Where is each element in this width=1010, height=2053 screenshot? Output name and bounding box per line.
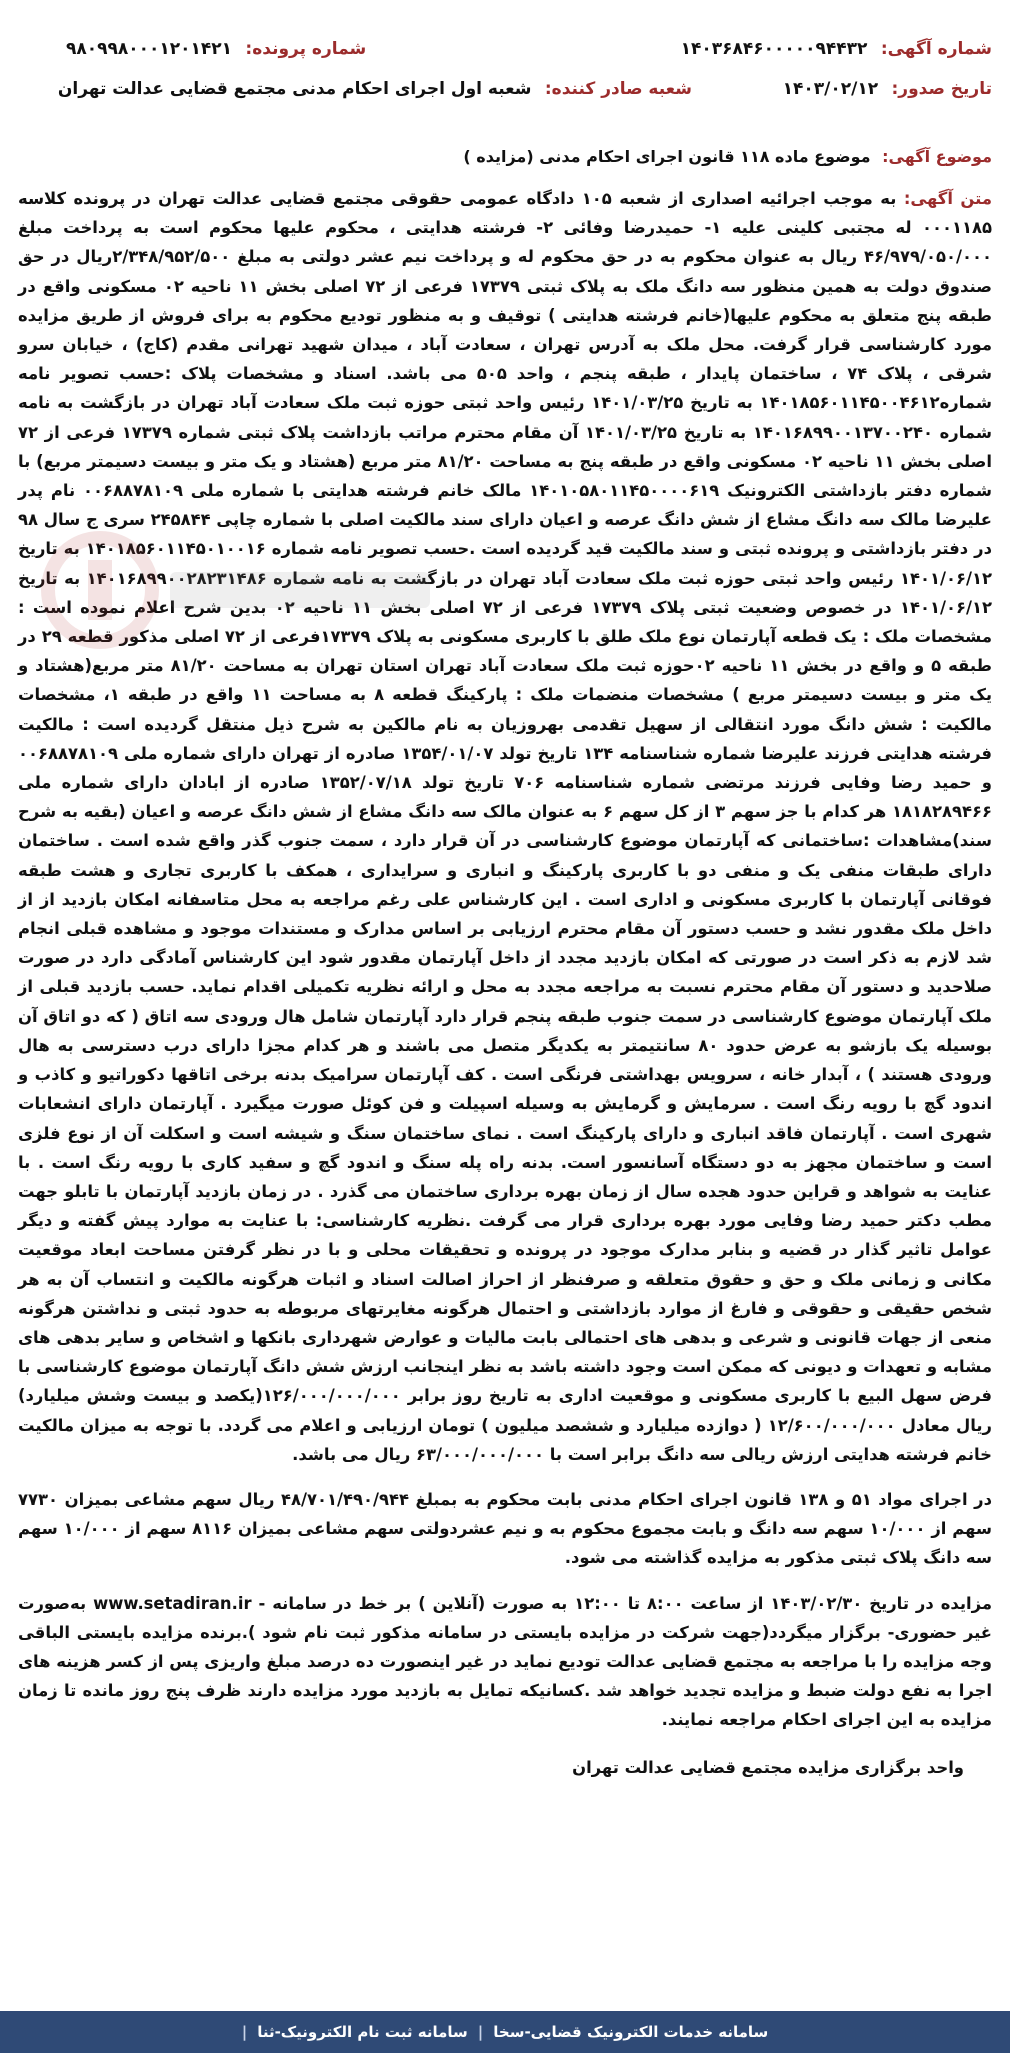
- footer-bar: [0, 2011, 1010, 2053]
- issue-date: [692, 76, 992, 102]
- footer-separator-trailing: |: [241, 2023, 248, 2041]
- notice-subject: [18, 144, 992, 170]
- issuing-branch-label: شعبه صادر کننده:: [544, 79, 692, 99]
- case-number-label: شماره پرونده:: [245, 39, 367, 59]
- meta-row-2: [18, 76, 992, 102]
- auction-unit-signature: واحد برگزاری مزایده مجتمع قضایی عدالت تهران: [572, 1757, 964, 1777]
- body-text: به موجب اجرائیه اصداری از شعبه ۱۰۵ دادگاه عمومی حقوقی مجتمع قضایی عدالت تهران در پرونده کلاسه ۰۰۰۱۱۸۵ له مجتبی کلینی علیه ۱- حمیدرضا وفائی ۲- فرشته هدایتی ، محکوم علیها محکوم است به پرداخت مبلغ ۴۶/۹۷۹/۰۵۰/۰۰۰ ریال به عنوان محکوم به در حق محکوم له و پرداخت نیم عشر دولتی به مبلغ ۲/۳۴۸/۹۵۲/۵۰۰ریال در حق صندوق دولت به همین منظور سه دانگ ملک به پلاک ثبتی ۱۷۳۷۹ فرعی از ۷۲ اصلی بخش ۱۱ ناحیه ۰۲ مسکونی واقع در طبقه پنج متعلق به محکوم علیها(خانم فرشته هدایتی ) توقیف و به منظور تودیع محکوم به برای فروش از طریق مزایده مورد کارشناسی قرار گرفت. محل ملک به آدرس تهران ، سعادت آباد ، میدان شهید تهرانی مقدم (کاج) ، خیابان سرو شرقی ، پلاک ۷۴ ، ساختمان پایدار ، طبقه پنجم ، واحد ۵۰۵ می باشد. اسناد و مشخصات پلاک :حسب تصویر نامه شماره۱۴۰۱۸۵۶۰۱۱۴۵۰۰۴۶۱۲ به تاریخ ۱۴۰۱/۰۳/۲۵ رئیس واحد ثبتی حوزه ثبت ملک سعادت آباد تهران در بازگشت به نامه شماره ۱۴۰۱۶۸۹۹۰۰۱۳۷۰۰۲۴۰ به تاریخ ۱۴۰۱/۰۳/۲۵ آن مقام محترم مراتب بازداشت پلاک ثبتی شماره ۱۷۳۷۹ فرعی از ۷۲ اصلی بخش ۱۱ ناحیه ۰۲ مسکونی واقع در طبقه پنج به مساحت ۸۱/۲۰ متر مربع (هشتاد و یک متر و بیست دسیمتر مربع) با شماره دفتر بازداشتی الکترونیک ۱۴۰۱۰۵۸۰۱۱۴۵۰۰۰۰۶۱۹ مالک خانم فرشته هدایتی با شماره ملی ۰۰۶۸۸۷۸۱۰۹ نام پدر علیرضا مالک سه دانگ مشاع از شش دانگ عرصه و اعیان دارای سند مالکیت اصلی با شماره چاپی ۲۴۵۸۴۴ سری ج سال ۹۸ در دفتر بازداشتی و پرونده ثبتی و سند مالکیت قید گردیده است .حسب تصویر نامه شماره ۱۴۰۱۸۵۶۰۱۱۴۵۰۱۰۰۱۶ به تاریخ ۱۴۰۱/۰۶/۱۲ رئیس واحد ثبتی حوزه ثبت ملک سعادت آباد تهران در بازگشت به نامه شماره ۱۴۰۱۶۸۹۹۰۰۲۸۲۳۱۴۸۶ به تاریخ ۱۴۰۱/۰۶/۱۲ در خصوص وضعیت ثبتی پلاک ۱۷۳۷۹ فرعی از ۷۲ اصلی بخش ۱۱ ناحیه ۰۲ بدین شرح اعلام نموده است : مشخصات ملک : یک قطعه آپارتمان نوع ملک طلق با کاربری مسکونی به پلاک ۱۷۳۷۹فرعی از ۷۲ اصلی مذکور قطعه ۲۹ در طبقه ۵ و واقع در بخش ۱۱ ناحیه ۰۲حوزه ثبت ملک سعادت آباد تهران استان تهران به مساحت ۸۱/۲۰ متر مربع(هشتاد و یک متر و بیست دسیمتر مربع ) مشخصات منضمات ملک : پارکینگ قطعه ۸ به مساحت ۱۱ واقع در طبقه ۱، مشخصات مالکیت : شش دانگ مورد انتقالی از سهیل تقدمی بهروزیان به نام مالکین به شرح ذیل منتقل گردیده است : مالکیت فرشته هدایتی فرزند علیرضا شماره شناسنامه ۱۳۴ تاریخ تولد ۱۳۵۴/۰۱/۰۷ صادره از تهران دارای شماره ملی ۰۰۶۸۸۷۸۱۰۹ و حمید رضا وفایی فرزند مرتضی شماره شناسنامه ۷۰۶ تاریخ تولد ۱۳۵۲/۰۷/۱۸ صادره از ابادان دارای شماره ملی ۱۸۱۸۲۸۹۴۶۶ هر کدام با جز سهم ۳ از کل سهم ۶ به عنوان مالک سه دانگ مشاع از شش دانگ عرصه و اعیان (بقیه به شرح سند)مشاهدات :ساختمانی که آپارتمان موضوع کارشناسی در آن قرار دارد ، سمت جنوب گذر واقع شده است . ساختمان دارای طبقات منفی یک و منفی دو با کاربری پارکینگ و انباری و سرایداری ، همکف با کاربری تجاری و هشت طبقه فوقانی آپارتمان با کاربری مسکونی و اداری است . این کارشناس علی رغم مراجعه به محل متاسفانه امکان بازدید از از داخل ملک مقدور نشد و حسب دستور آن مقام محترم ارزیابی بر اساس مدارک و مستندات موجود و مشاهده قبلی انجام شد لازم به ذکر است در صورتی که امکان بازدید مجدد از داخل آپارتمان مقدور شود این کارشناس آمادگی دارد در صورت صلاحدید و دستور آن مقام محترم نسبت به مراجعه مجدد به محل و ارائه نظریه تکمیلی اقدام نماید. حسب بازدید قبلی از ملک آپارتمان موضوع کارشناسی در سمت جنوب طبقه پنجم قرار دارد آپارتمان شامل هال ورودی سه اتاق ( که دو اتاق آن بوسیله یک بازشو به عرض حدود ۸۰ سانتیمتر به یکدیگر متصل می باشند و هر کدام مجزا دارای درب دسترسی به هال ورودی هستند ) ، آبدار خانه ، سرویس بهداشتی فرنگی است . کف آپارتمان سرامیک بدنه برخی اتاقها دکوراتیو و کاذب و اندود گچ با رویه رنگ است . سرمایش و گرمایش به وسیله اسپیلت و فن کوئل صورت میگیرد . آپارتمان دارای انشعابات شهری است . آپارتمان فاقد انباری و دارای پارکینگ است . نمای ساختمان سنگ و شیشه است و اسکلت آن از نوع فلزی است و ساختمان مجهز به دو دستگاه آسانسور است. بدنه راه پله سنگ و اندود گچ و سفید کاری با رویه رنگ است . با عنایت به شواهد و قراین حدود هجده سال از زمان بهره برداری ساختمان می گذرد . در زمان بازدید آپارتمان با تابلو جهت مطب دکتر حمید رضا وفایی مورد بهره برداری قرار می گرفت .نظریه کارشناسی: با عنایت به موارد پیش گفته و دیگر عوامل تاثیر گذار در قضیه و بنابر مدارک موجود در پرونده و تحقیقات محلی و با در نظر گرفتن مساحت ابعاد موقعیت مکانی و زمانی ملک و حق و حقوق متعلقه و صرفنظر از احراز اصالت اسناد و اثبات هرگونه مالکیت و انتساب آن به هر شخص حقیقی و حقوقی و فارغ از موارد بازداشتی و احتمال هرگونه مغایرتهای مربوطه به حدود ثبتی و نداشتن هرگونه منعی از جهات قانونی و شرعی و بدهی های احتمالی بابت مالیات و عوارض شهرداری بانکها و اشخاص و سایر بدهی های مشابه و تعهدات و دیونی که ممکن است وجود داشته باشد به نظر اینجانب ارزش شش دانگ آپارتمان موضوع کارشناسی با فرض سهل البیع با کاربری مسکونی و موقعیت اداری به تاریخ روز برابر ۱۲۶/۰۰۰/۰۰۰/۰۰۰(یکصد و بیست وشش میلیارد) ریال معادل ۱۲/۶۰۰/۰۰۰/۰۰۰ ( دوازده میلیارد و ششصد میلیون ) تومان ارزیابی و اعلام می گردد. با توجه به میزان مالکیت خانم فرشته هدایتی ارزش ریالی سه دانگ برابر است با ۶۳/۰۰۰/۰۰۰/۰۰۰ ریال می باشد.: [18, 189, 993, 1464]
- issue-date-value: ۱۴۰۳/۰۲/۱۲: [782, 79, 879, 99]
- issuing-branch-value: شعبه اول اجرای احکام مدنی مجتمع قضایی عدالت تهران: [57, 79, 532, 99]
- footer-link-sana[interactable]: سامانه ثبت نام الکترونیک-ثنا: [257, 2023, 468, 2041]
- case-number: [66, 36, 366, 62]
- ad-number: [681, 36, 992, 62]
- notice-body: [18, 184, 992, 1469]
- case-number-value: ۹۸۰۹۹۸۰۰۰۱۲۰۱۴۲۱: [66, 39, 233, 59]
- footer-separator: |: [477, 2023, 484, 2041]
- ad-number-value: ۱۴۰۳۶۸۴۶۰۰۰۰۰۹۴۴۳۲: [680, 39, 868, 59]
- subject-value: موضوع ماده ۱۱۸ قانون اجرای احکام مدنی (مزایده ): [463, 147, 871, 166]
- subject-label: موضوع آگهی:: [882, 147, 992, 166]
- body-label: متن آگهی:: [903, 189, 992, 208]
- footer-link-sakha[interactable]: سامانه خدمات الکترونیک قضایی-سخا: [493, 2023, 769, 2041]
- issuing-branch: [58, 76, 692, 102]
- meta-row-1: [18, 36, 992, 62]
- ad-number-label: شماره آگهی:: [880, 39, 992, 59]
- auction-share-paragraph: در اجرای مواد ۵۱ و ۱۳۸ قانون اجرای احکام مدنی بابت محکوم به بمبلغ ۴۸/۷۰۱/۴۹۰/۹۴۴ ریال سهم مشاعی بمیزان ۷۷۳۰ سهم از ۱۰/۰۰۰ سهم سه دانگ و بابت مجموع محکوم به و نیم عشردولتی سهم مشاعی بمیزان ۸۱۱۶ سهم از ۱۰/۰۰۰ سهم سه دانگ پلاک ثبتی مذکور به مزایده گذاشته می شود.: [18, 1489, 993, 1568]
- issue-date-label: تاریخ صدور:: [891, 79, 992, 99]
- auction-terms-paragraph: مزایده در تاریخ ۱۴۰۳/۰۲/۳۰ از ساعت ۸:۰۰ تا ۱۲:۰۰ به صورت (آنلاین ) بر خط در سامانه - www.setadiran.ir به‌صورت غیر حضوری- برگزار میگردد(جهت شرکت در مزایده بایستی در سامانه مذکور ثبت نام شود ).برنده مزایده بایستی الباقی وجه مزایده را با مراجعه به مجتمع قضایی عدالت تودیع نماید در غیر اینصورت ده درصد مبلغ واریزی پس از کسر هزینه های اجرا به نفع دولت ضبط و مزایده تجدید خواهد شد .کسانیکه تمایل به بازدید مورد مزایده دارند ظرف پنج روز مانده تا زمان مزایده به این اجرای احکام مراجعه نمایند.: [18, 1593, 992, 1730]
